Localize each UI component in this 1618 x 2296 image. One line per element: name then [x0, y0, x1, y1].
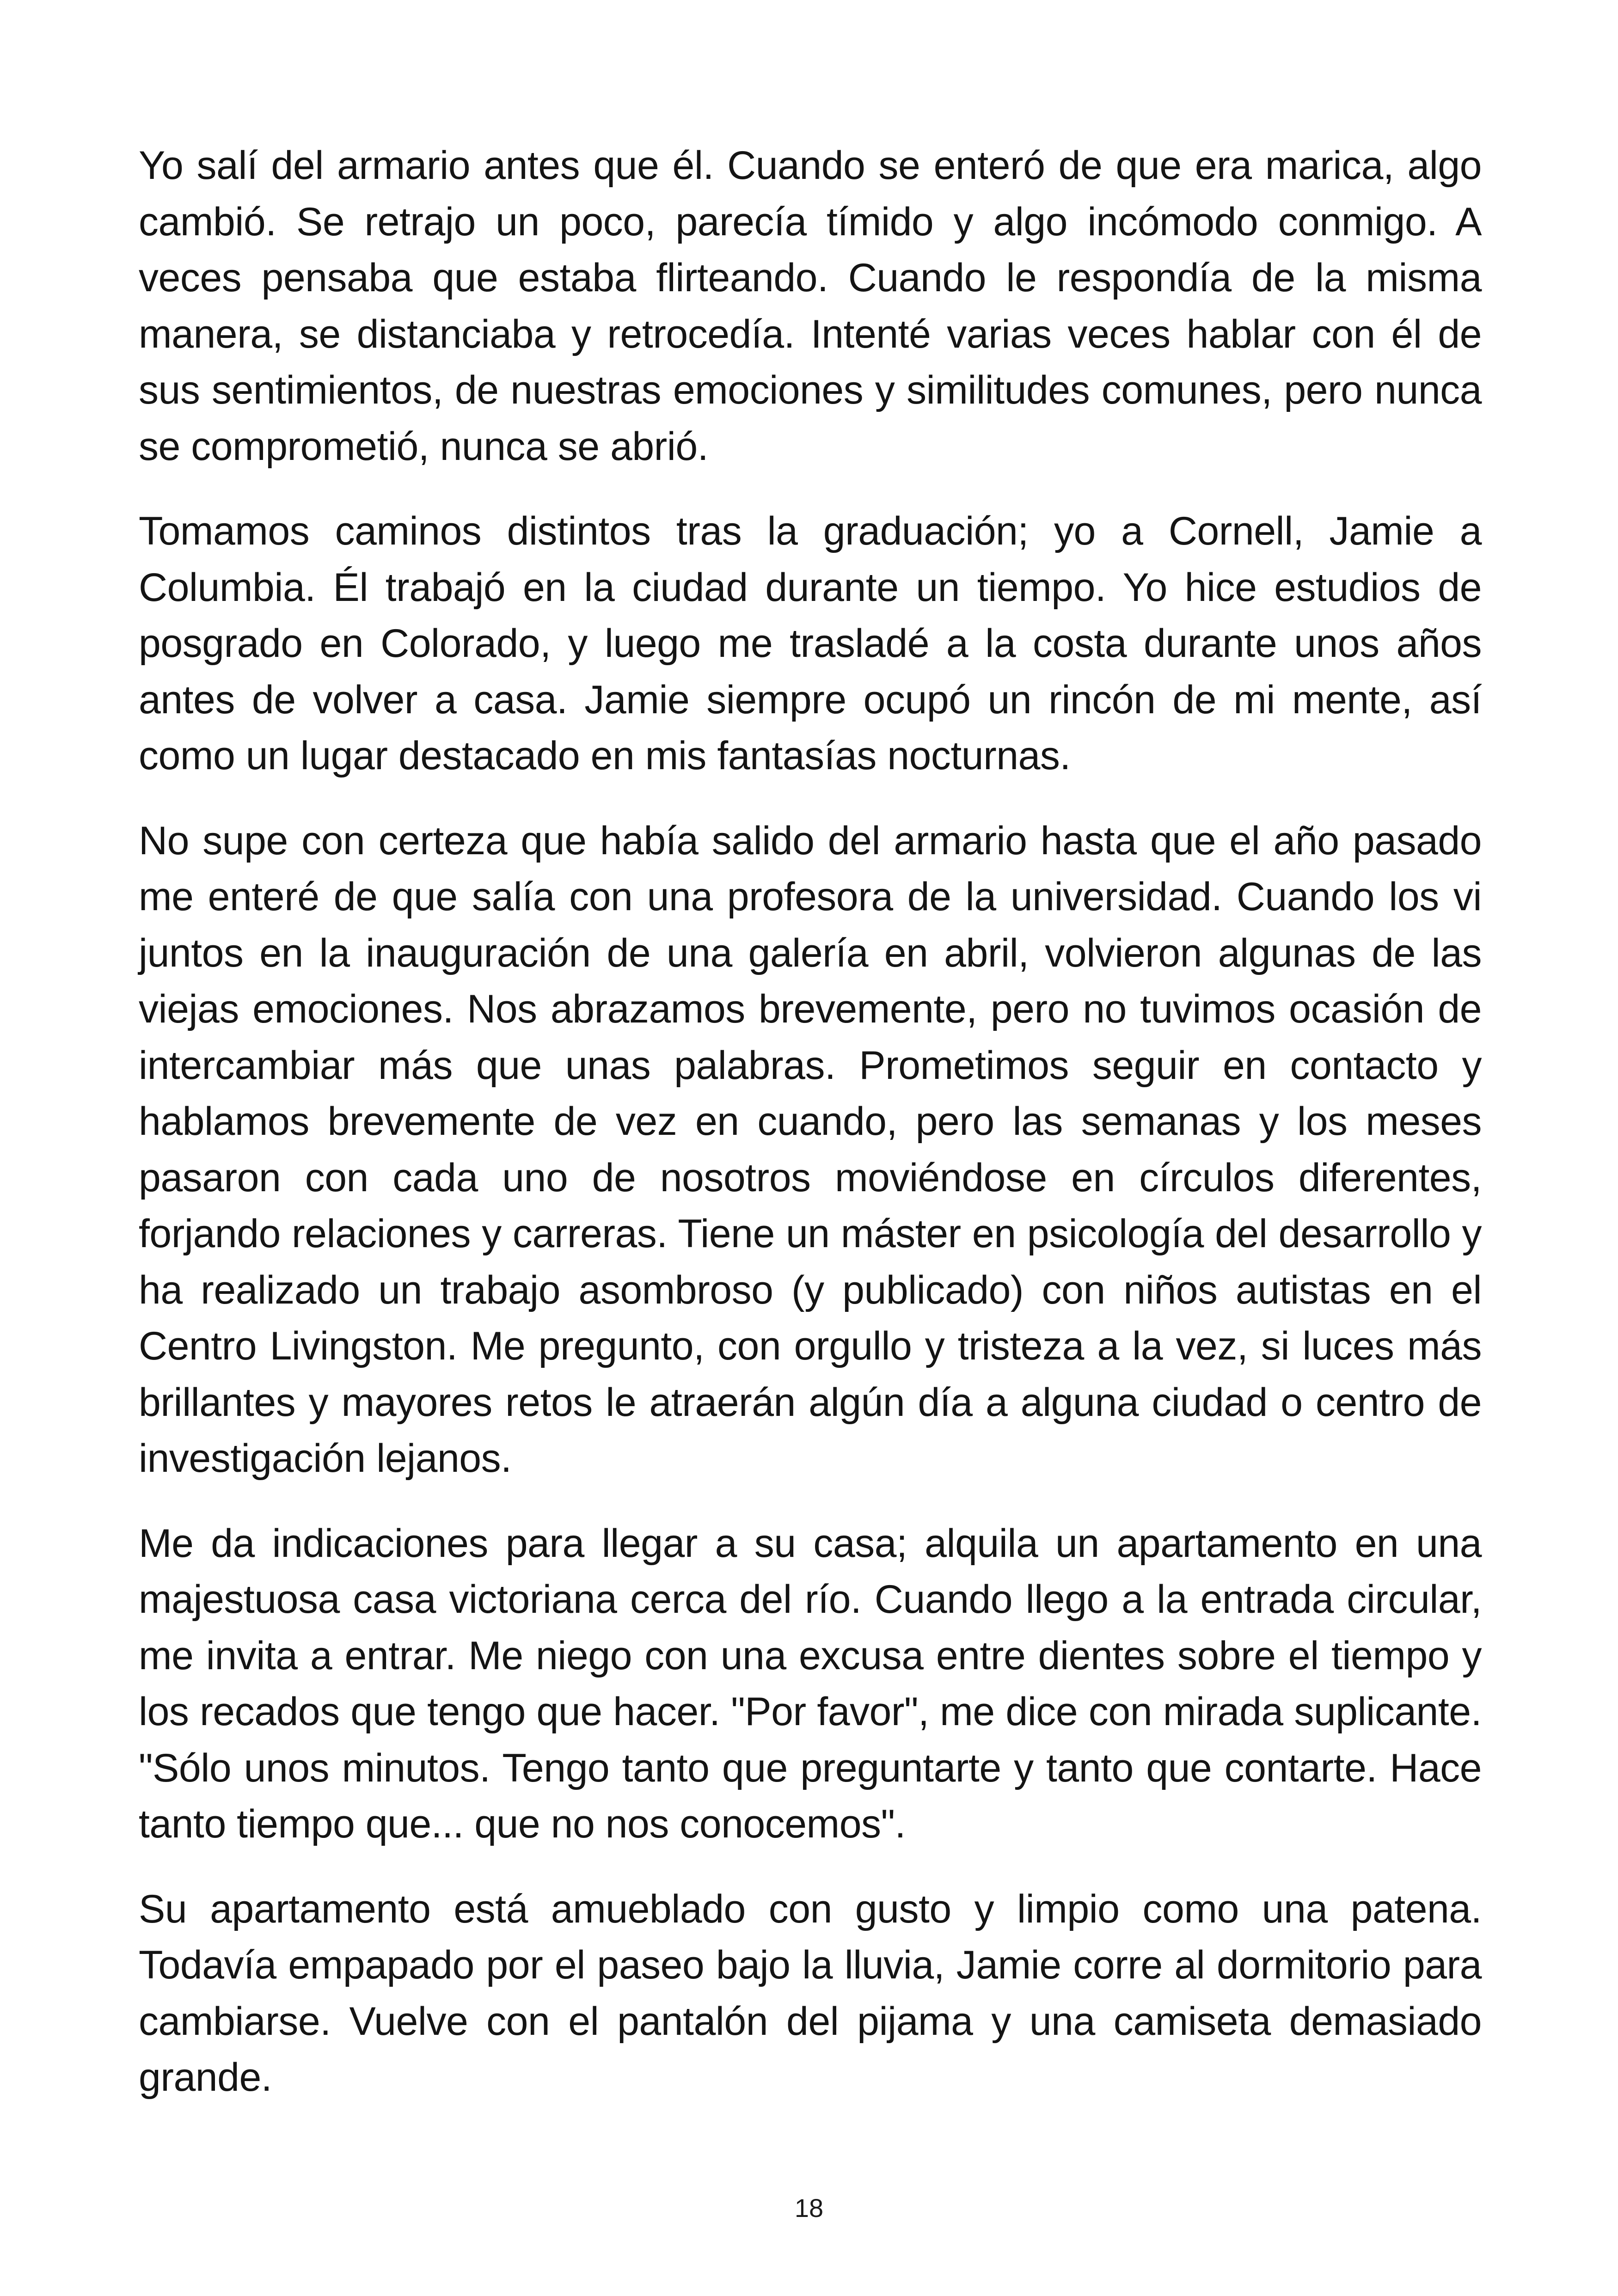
body-text: [139, 138, 1482, 2106]
paragraph-3: No supe con certeza que había salido del armario hasta que el año pasado me enteré de que salía con una profesora de la universidad. Cuando los vi juntos en la inauguración de una galería en abril, volvieron algunas de las viejas emociones. Nos abrazamos brevemente, pero no tuvimos ocasión de intercambiar más que unas palabras. Prometimos seguir en contacto y hablamos brevemente de vez en cuando, pero las semanas y los meses pasaron con cada uno de nosotros moviéndose en círculos diferentes, forjando relaciones y carreras. Tiene un máster en psicología del desarrollo y ha realizado un trabajo asombroso (y publicado) con niños autistas en el Centro Livingston. Me pregunto, con orgullo y tristeza a la vez, si luces más brillantes y mayores retos le atraerán algún día a alguna ciudad o centro de investigación lejanos.: [139, 818, 1482, 1481]
paragraph-1: Yo salí del armario antes que él. Cuando se enteró de que era marica, algo cambió. Se retrajo un poco, parecía tímido y algo incómodo conmigo. A veces pensaba que estaba flirteando. Cuando le respondía de la misma manera, se distanciaba y retrocedía. Intenté varias veces hablar con él de sus sentimientos, de nuestras emociones y similitudes comunes, pero nunca se comprometió, nunca se abrió.: [139, 143, 1482, 469]
paragraph-5: Su apartamento está amueblado con gusto y limpio como una patena. Todavía empapado por el paseo bajo la lluvia, Jamie corre al dormitorio para cambiarse. Vuelve con el pantalón del pijama y una camiseta demasiado grande.: [139, 1886, 1482, 2100]
paragraph-4: Me da indicaciones para llegar a su casa; alquila un apartamento en una majestuosa casa victoriana cerca del río. Cuando llego a la entrada circular, me invita a entrar. Me niego con una excusa entre dientes sobre el tiempo y los recados que tengo que hacer. "Por favor", me dice con mirada suplicante. "Sólo unos minutos. Tengo tanto que preguntarte y tanto que contarte. Hace tanto tiempo que... que no nos conocemos".: [139, 1521, 1482, 1846]
paragraph-2: Tomamos caminos distintos tras la graduación; yo a Cornell, Jamie a Columbia. Él trabajó en la ciudad durante un tiempo. Yo hice estudios de posgrado en Colorado, y luego me trasladé a la costa durante unos años antes de volver a casa. Jamie siempre ocupó un rincón de mi mente, así como un lugar destacado en mis fantasías nocturnas.: [139, 509, 1482, 778]
page-number: 18: [794, 2193, 824, 2223]
